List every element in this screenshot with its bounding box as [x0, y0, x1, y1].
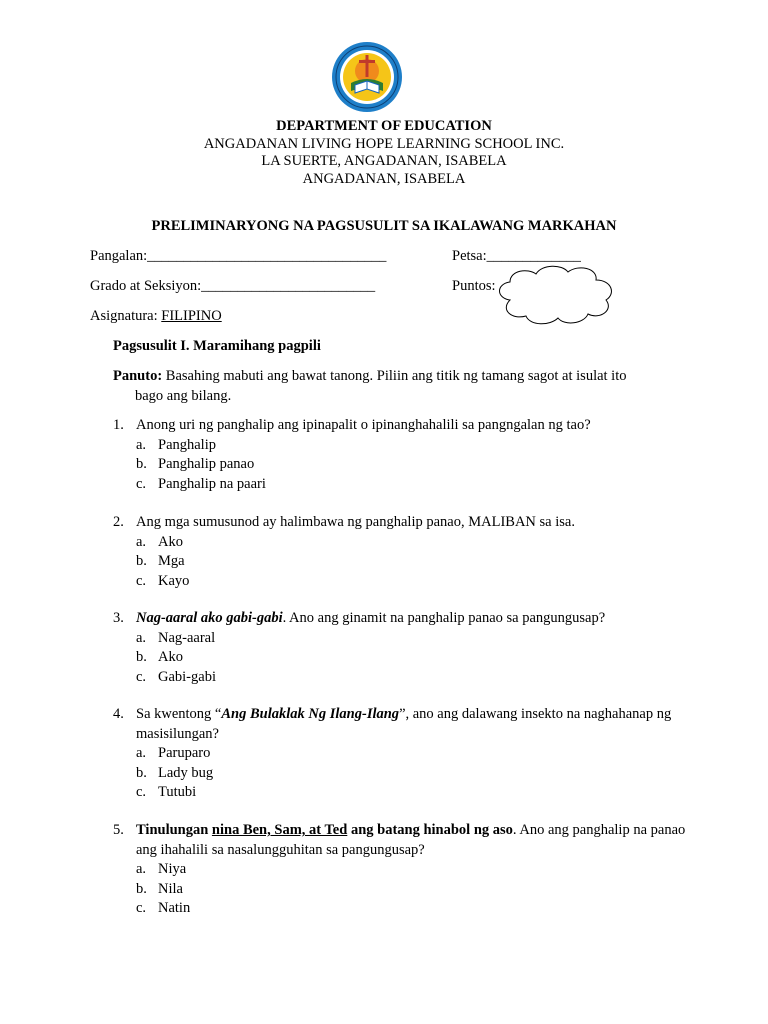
department-name: DEPARTMENT OF EDUCATION: [276, 118, 492, 134]
choice-b[interactable]: b. Lady bug: [136, 764, 214, 781]
petsa-field[interactable]: Petsa:_____________: [452, 248, 581, 264]
choice-a[interactable]: a. Niya: [136, 861, 187, 877]
asignatura-field: [90, 308, 222, 325]
choice-c[interactable]: c. Panghalip na paari: [136, 475, 266, 492]
exam-title: PRELIMINARYONG NA PAGSUSULIT SA IKALAWANG MARKAHAN: [151, 218, 617, 234]
letterhead: [0, 118, 768, 188]
school-logo: [331, 41, 403, 113]
section-title: Pagsusulit I. Maramihang pagpili: [113, 338, 321, 354]
choice-a[interactable]: a. Ako: [136, 533, 183, 550]
question-3: [113, 609, 693, 687]
panuto-text: Basahing mabuti ang bawat tanong. Piliin ang titik ng tamang sagot at isulat ito: [162, 368, 627, 384]
choice-b[interactable]: b. Panghalip panao: [136, 456, 255, 472]
choice-b[interactable]: b. Nila: [136, 880, 183, 897]
school-address: LA SUERTE, ANGADANAN, ISABELA: [261, 153, 507, 169]
choice-a[interactable]: a. Nag-aaral: [136, 629, 216, 646]
choice-c[interactable]: c. Kayo: [136, 572, 190, 589]
choice-b[interactable]: b. Mga: [136, 553, 185, 569]
asignatura-value: FILIPINO: [161, 308, 222, 324]
question-number: 4.: [113, 706, 124, 722]
school-name: ANGADANAN LIVING HOPE LEARNING SCHOOL INC.: [203, 135, 565, 152]
question-stem: Tinulungan nina Ben, Sam, at Ted ang batang hinabol ng aso. Ano ang panghalip na panao ang ihahalili sa nasalungguhitan sa pangungusap?: [136, 822, 686, 858]
choice-c[interactable]: c. Gabi-gabi: [136, 668, 216, 685]
question-number: 1.: [113, 417, 124, 433]
panuto-text-cont: bago ang bilang.: [135, 387, 232, 404]
question-2: [113, 513, 693, 591]
question-1: [113, 416, 693, 494]
pangalan-field[interactable]: Pangalan:_________________________________: [90, 248, 387, 264]
choice-a[interactable]: a. Panghalip: [136, 436, 216, 453]
question-number: 2.: [113, 514, 124, 530]
question-4: [113, 705, 693, 803]
choice-c[interactable]: c. Tutubi: [136, 784, 197, 800]
question-number: 3.: [113, 610, 124, 626]
question-stem: Ang mga sumusunod ay halimbawa ng panghalip panao, MALIBAN sa isa.: [136, 514, 575, 530]
question-stem: Sa kwentong “Ang Bulaklak Ng Ilang-Ilang”, ano ang dalawang insekto na naghahanap ng masisilungan?: [136, 706, 672, 742]
school-town: ANGADANAN, ISABELA: [302, 170, 466, 187]
grado-field[interactable]: Grado at Seksiyon:________________________: [90, 278, 376, 294]
instructions: [113, 367, 693, 406]
puntos-label: Puntos:: [452, 278, 496, 294]
question-5: [113, 821, 693, 919]
question-stem: Nag-aaral ako gabi-gabi. Ano ang ginamit na panghalip panao sa pangungusap?: [136, 610, 606, 626]
question-stem: Anong uri ng panghalip ang ipinapalit o ipinanghahalili sa pangngalan ng tao?: [136, 417, 591, 433]
score-cloud[interactable]: [490, 262, 620, 328]
asignatura-label: Asignatura:: [90, 308, 162, 324]
panuto-label: Panuto:: [113, 368, 163, 384]
choice-b[interactable]: b. Ako: [136, 649, 183, 665]
choice-a[interactable]: a. Paruparo: [136, 745, 211, 761]
question-number: 5.: [113, 822, 124, 838]
choice-c[interactable]: c. Natin: [136, 900, 191, 916]
